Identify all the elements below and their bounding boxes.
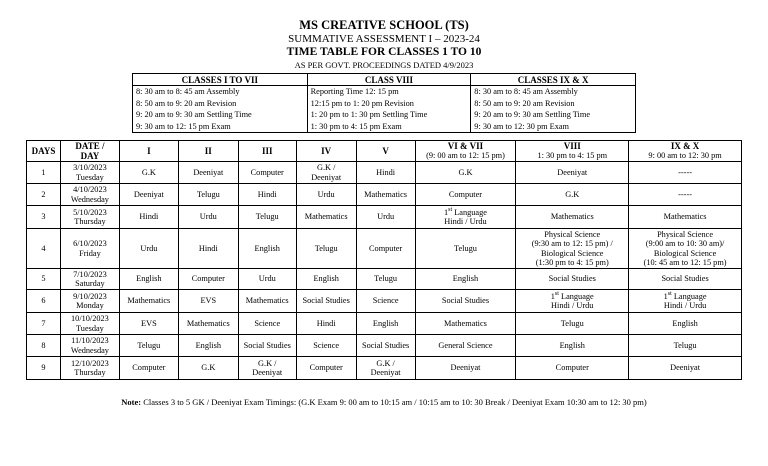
page-title: TIME TABLE FOR CLASSES 1 TO 10 (286, 46, 482, 58)
subject-cell: Computer (178, 269, 238, 290)
col-class-9-10 (629, 141, 742, 162)
timing-line: 1: 20 pm to 1: 30 pm Settling Time (310, 110, 428, 119)
subject-cell (415, 206, 516, 229)
col-label: IX & X (670, 141, 700, 151)
subject-cell: Telugu (238, 206, 296, 229)
subject-cell (516, 229, 629, 269)
subject-cell: Computer (238, 162, 296, 184)
timing-line: 12:15 pm to 1: 20 pm Revision (310, 98, 414, 108)
subject-line: Biological Science (653, 248, 717, 258)
subject-cell: Mathematics (238, 290, 296, 313)
col-day-line: DAY (80, 151, 100, 161)
subject-line: (9:00 am to 10: 30 am)/ (645, 239, 725, 248)
date: 9/10/2023 (73, 291, 107, 301)
subject-cell: English (629, 313, 742, 335)
day-cell: 2 (27, 184, 61, 206)
subject-cell: EVS (119, 313, 178, 335)
date-cell (60, 335, 119, 357)
note-text: Classes 3 to 5 GK / Deeniyat Exam Timings: (G.K Exam 9: 00 am to 10:15 am / 10:15 am to 10: 30 Break / Deeniyat Exam 10:30 am to 12: 30 pm) (141, 397, 647, 407)
subject-cell: Deeniyat (119, 184, 178, 206)
subject-cell: Deeniyat (178, 162, 238, 184)
subject-cell: English (516, 335, 629, 357)
subject-num: 1 (663, 291, 668, 301)
col-time: (9: 00 am to 12: 15 pm) (426, 151, 505, 160)
subject-cell (296, 162, 356, 184)
weekday: Friday (79, 248, 101, 258)
date: 3/10/2023 (73, 163, 107, 172)
subject-line: Physical Science (657, 229, 714, 239)
subject-cell: English (178, 335, 238, 357)
subject-cell: Mathematics (356, 184, 415, 206)
subject-line: Language (452, 207, 487, 217)
subject-cell: Telugu (119, 335, 178, 357)
day-cell: 8 (27, 335, 61, 357)
subject-line: G.K / (258, 358, 277, 368)
timing-line: 9: 30 am to 12: 15 pm Exam (136, 121, 231, 131)
subject-cell: Computer (516, 357, 629, 380)
subject-cell: Urdu (119, 229, 178, 269)
ordinal: st (448, 206, 453, 213)
subject-cell: Social Studies (238, 335, 296, 357)
exam-timetable (26, 140, 742, 380)
day-cell: 4 (27, 229, 61, 269)
subject-cell: Social Studies (415, 290, 516, 313)
subject-line: Hindi / Urdu (663, 301, 707, 310)
subject-cell (238, 357, 296, 380)
subject-cell: Hindi (119, 206, 178, 229)
subject-cell (629, 229, 742, 269)
subject-line: Physical Science (544, 229, 601, 239)
subject-line: G.K / (376, 358, 395, 368)
subject-cell: Hindi (356, 162, 415, 184)
subject-line: Deeniyat (311, 172, 342, 182)
weekday: Thursday (74, 217, 106, 226)
proceedings-line: AS PER GOVT. PROCEEDINGS DATED 4/9/2023 (294, 60, 474, 70)
subject-cell: Mathematics (629, 206, 742, 229)
timings-heading-9-10: CLASSES IX & X (471, 74, 636, 86)
ordinal: st (667, 290, 672, 297)
col-class-4: IV (296, 141, 356, 162)
subject-cell: Urdu (356, 206, 415, 229)
subject-cell: ----- (629, 184, 742, 206)
timings-cell-8 (307, 86, 471, 133)
weekday: Wednesday (70, 345, 109, 355)
subject-cell (356, 357, 415, 380)
subject-cell: Social Studies (356, 335, 415, 357)
subject-cell: Mathematics (516, 206, 629, 229)
timings-cell-9-10 (471, 86, 636, 133)
subject-cell: ----- (629, 162, 742, 184)
day-cell: 1 (27, 162, 61, 184)
table-row (27, 313, 742, 335)
timing-line: Reporting Time 12: 15 pm (310, 87, 399, 96)
weekday: Saturday (75, 279, 105, 288)
col-label: VIII (563, 141, 581, 151)
table-row (27, 229, 742, 269)
subject-cell: Mathematics (178, 313, 238, 335)
assessment-title: SUMMATIVE ASSESSMENT I – 2023-24 (288, 33, 480, 45)
subject-cell: Mathematics (296, 206, 356, 229)
timing-line: 9: 20 am to 9: 30 am Settling Time (136, 110, 252, 119)
table-row (27, 357, 742, 380)
day-cell: 6 (27, 290, 61, 313)
subject-cell: General Science (415, 335, 516, 357)
date: 10/10/2023 (71, 314, 109, 323)
weekday: Tuesday (76, 323, 104, 333)
subject-num: 1 (443, 207, 449, 217)
date-cell (60, 162, 119, 184)
subject-cell: English (415, 269, 516, 290)
day-cell: 9 (27, 357, 61, 380)
date: 6/10/2023 (73, 239, 107, 248)
col-class-5: V (356, 141, 415, 162)
subject-cell: G.K (415, 162, 516, 184)
subject-cell: Science (238, 313, 296, 335)
timing-line: 9: 20 am to 9: 30 am Settling Time (474, 110, 590, 119)
timing-line: 8: 50 am to 9: 20 am Revision (474, 98, 575, 108)
date: 12/10/2023 (71, 358, 109, 368)
table-row (27, 290, 742, 313)
subject-cell: Urdu (178, 206, 238, 229)
subject-num: 1 (550, 291, 555, 301)
subject-cell: G.K (119, 162, 178, 184)
timing-line: 9: 30 am to 12: 30 pm Exam (474, 121, 570, 131)
col-class-1: I (119, 141, 178, 162)
day-cell: 3 (27, 206, 61, 229)
date: 5/10/2023 (73, 207, 107, 217)
subject-cell: Science (356, 290, 415, 313)
weekday: Tuesday (76, 172, 104, 182)
subject-cell: Hindi (238, 184, 296, 206)
subject-cell: English (238, 229, 296, 269)
school-name: MS CREATIVE SCHOOL (TS) (299, 18, 469, 32)
subject-line: (9:30 am to 12: 15 pm) / (531, 239, 613, 248)
subject-cell: Telugu (296, 229, 356, 269)
subject-cell: Social Studies (296, 290, 356, 313)
col-date (60, 141, 119, 162)
subject-cell: Telugu (178, 184, 238, 206)
subject-cell: Social Studies (629, 269, 742, 290)
timing-line: 8: 30 am to 8: 45 am Assembly (136, 87, 240, 96)
subject-cell: Telugu (356, 269, 415, 290)
table-row (27, 184, 742, 206)
subject-cell: Telugu (516, 313, 629, 335)
col-days: DAYS (27, 141, 61, 162)
table-row (27, 335, 742, 357)
subject-cell: English (296, 269, 356, 290)
subject-cell: Social Studies (516, 269, 629, 290)
subject-cell: Urdu (238, 269, 296, 290)
date: 4/10/2023 (73, 185, 107, 194)
subject-cell: Hindi (178, 229, 238, 269)
table-row (27, 162, 742, 184)
ordinal: st (554, 290, 559, 297)
col-class-2: II (178, 141, 238, 162)
subject-cell: Deeniyat (516, 162, 629, 184)
subject-line: Deeniyat (252, 368, 283, 377)
col-date-line: DATE / (75, 141, 105, 151)
subject-cell: Deeniyat (629, 357, 742, 380)
col-time: 9: 00 am to 12: 30 pm (648, 151, 722, 160)
subject-cell: EVS (178, 290, 238, 313)
weekday: Thursday (74, 368, 106, 377)
col-class-3: III (238, 141, 296, 162)
date-cell (60, 206, 119, 229)
date-cell (60, 184, 119, 206)
subject-line: Hindi / Urdu (551, 301, 594, 310)
date-cell (60, 269, 119, 290)
subject-cell (516, 290, 629, 313)
timings-cell-1-7 (133, 86, 308, 133)
subject-line: (10: 45 am to 12: 15 pm) (643, 258, 727, 267)
footer-note (0, 397, 768, 407)
col-class-8 (516, 141, 629, 162)
date-cell (60, 357, 119, 380)
timing-line: 8: 50 am to 9: 20 am Revision (136, 98, 237, 108)
subject-cell: Computer (415, 184, 516, 206)
subject-cell: Computer (119, 357, 178, 380)
note-label: Note: (121, 397, 142, 407)
col-time: 1: 30 pm to 4: 15 pm (537, 151, 608, 160)
subject-line: (1:30 pm to 4: 15 pm) (535, 258, 609, 267)
subject-cell: G.K (516, 184, 629, 206)
subject-line: Language (671, 291, 707, 301)
subject-cell: Computer (356, 229, 415, 269)
table-row (27, 206, 742, 229)
weekday: Monday (76, 301, 104, 310)
timings-table (132, 73, 636, 133)
table-row (27, 269, 742, 290)
subject-cell: Mathematics (119, 290, 178, 313)
subject-line: G.K / (316, 163, 336, 172)
subject-cell (629, 290, 742, 313)
subject-cell: Telugu (415, 229, 516, 269)
subject-cell: Mathematics (415, 313, 516, 335)
subject-cell: English (119, 269, 178, 290)
day-cell: 7 (27, 313, 61, 335)
date: 11/10/2023 (71, 336, 109, 345)
date-cell (60, 313, 119, 335)
day-cell: 5 (27, 269, 61, 290)
subject-cell: Computer (296, 357, 356, 380)
subject-cell: Urdu (296, 184, 356, 206)
date-cell (60, 229, 119, 269)
subject-line: Deeniyat (370, 368, 401, 377)
subject-line: Language (558, 291, 594, 301)
subject-line: Biological Science (541, 248, 604, 258)
weekday: Wednesday (70, 194, 109, 204)
date-cell (60, 290, 119, 313)
date: 7/10/2023 (73, 269, 107, 279)
subject-cell: Hindi (296, 313, 356, 335)
subject-cell: Science (296, 335, 356, 357)
timing-line: 8: 30 am to 8: 45 am Assembly (474, 87, 578, 96)
subject-cell: English (356, 313, 415, 335)
col-label: VI & VII (447, 141, 484, 151)
timing-line: 1: 30 pm to 4: 15 pm Exam (310, 121, 402, 131)
timings-heading-1-7: CLASSES I TO VII (133, 74, 308, 86)
subject-cell: Telugu (629, 335, 742, 357)
col-class-6-7 (415, 141, 516, 162)
subject-cell: G.K (178, 357, 238, 380)
subject-line: Hindi / Urdu (444, 217, 487, 226)
timings-heading-8: CLASS VIII (307, 74, 471, 86)
subject-cell: Deeniyat (415, 357, 516, 380)
